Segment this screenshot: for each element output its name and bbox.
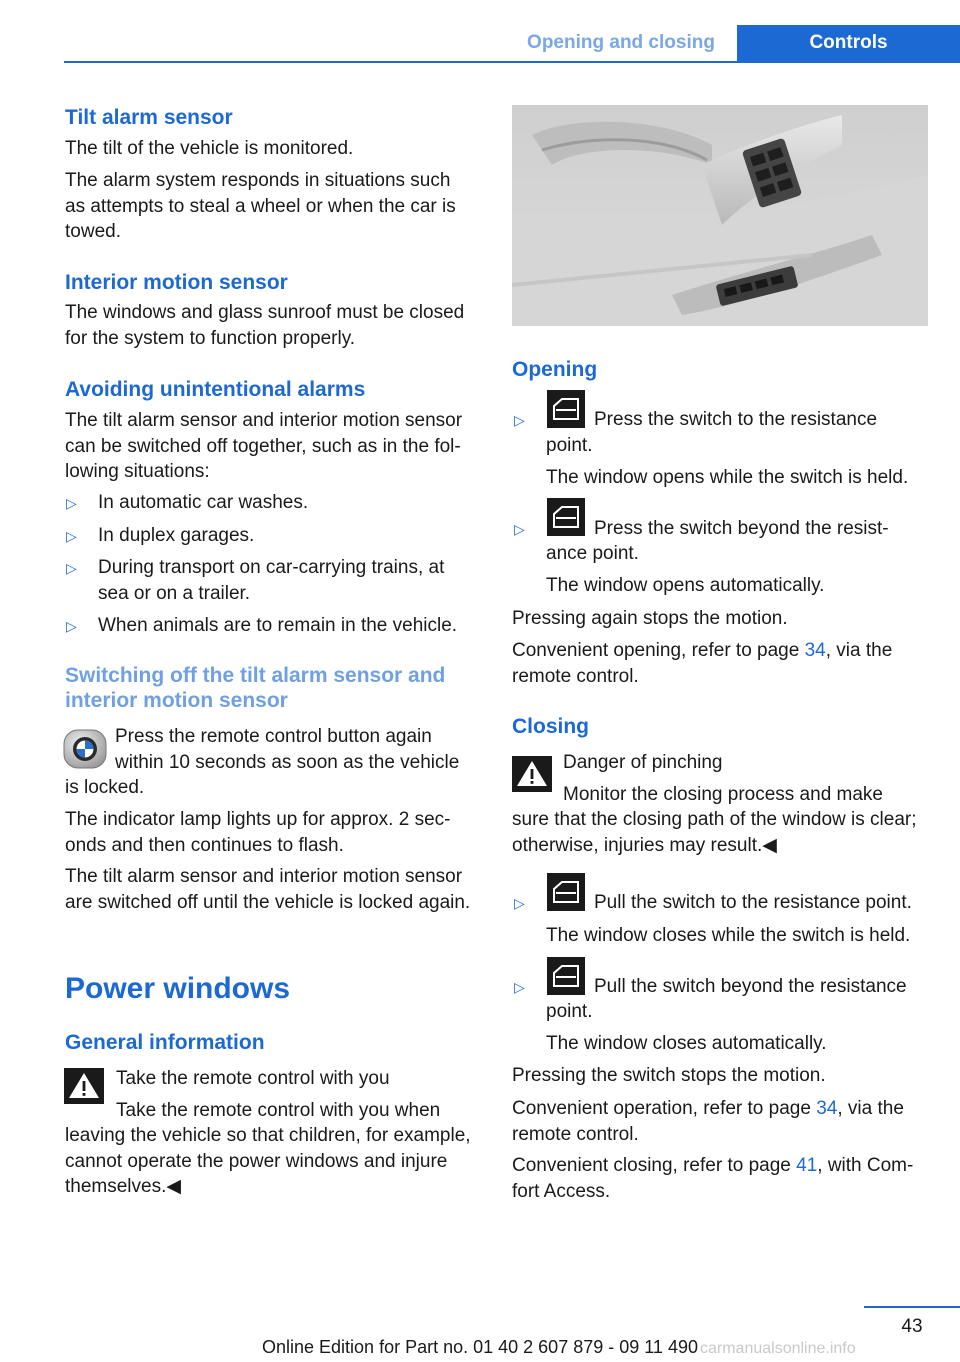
opening-item-1-sub: The window opens while the switch is held. [546,467,909,488]
general-warning-line-1: Take the remote control with you when [116,1100,441,1121]
closing-item-1-sub: The window closes while the switch is held. [546,925,911,946]
closing-warning-line-1: Monitor the closing process and make [563,784,883,805]
window-switch-icon [547,957,585,995]
general-warning-text: leaving the vehicle so that children, for example, cannot operate the power windows and injure themselves.◀ [65,1125,471,1197]
triangle-right-icon: ▷ [514,895,525,911]
warning-triangle-icon [512,756,552,792]
warning-triangle-icon [64,1068,104,1104]
footer-rule [864,1306,960,1308]
header-tab-controls: Controls [737,25,960,63]
switchoff-paragraph-3: The tilt alarm sensor and interior motion sensor are switched off until the vehicle is locked again. [65,866,471,913]
door-switch-photo [512,105,928,326]
switchoff-paragraph-1b: is locked. [65,777,145,798]
opening-item-2-sub: The window opens automatically. [546,575,825,596]
tilt-paragraph-1: The tilt of the vehicle is monitored. [65,138,354,159]
tilt-paragraph-2: The alarm system responds in situations such as attempts to steal a wheel or when the car is towed. [65,170,456,242]
window-switch-icon [547,498,585,536]
closing-warning-title: Danger of pinching [563,752,723,773]
closing-paragraph-1: Pressing the switch stops the motion. [512,1065,826,1086]
closing-paragraph-3: Convenient closing, refer to page 41, with Com‐ fort Access. [512,1155,914,1202]
page-number: 43 [901,1316,923,1337]
closing-item-1: Pull the switch to the resistance point. [594,892,912,913]
closing-item-2-line-2: point. [546,1001,593,1022]
opening-item-1-line-2: point. [546,435,593,456]
triangle-right-icon: ▷ [514,412,525,428]
page-link-34[interactable]: 34 [804,640,826,661]
switchoff-paragraph-1a: Press the remote control button again within 10 seconds as soon as the vehicle [115,726,460,773]
heading-closing: Closing [512,715,589,738]
opening-item-1-line-1: Press the switch to the resistance [594,409,878,430]
triangle-right-icon: ▷ [66,560,77,576]
triangle-right-icon: ▷ [66,528,77,544]
switchoff-paragraph-2: The indicator lamp lights up for approx. 2 sec‐ onds and then continues to flash. [65,809,451,856]
list-item: In automatic car washes. [98,492,309,513]
header-section-title: Opening and closing [527,32,715,53]
closing-paragraph-2: Convenient operation, refer to page 34, via the remote control. [512,1098,904,1145]
triangle-right-icon: ▷ [66,495,77,511]
list-item: When animals are to remain in the vehicle. [98,615,458,636]
heading-opening: Opening [512,358,598,381]
heading-general-information: General information [65,1031,265,1054]
triangle-right-icon: ▷ [66,618,77,634]
page-link-34[interactable]: 34 [816,1098,838,1119]
closing-item-2-line-1: Pull the switch beyond the resistance [594,976,907,997]
heading-avoiding-alarms: Avoiding unintentional alarms [65,378,366,401]
opening-paragraph-1: Pressing again stops the motion. [512,608,788,629]
list-item: During transport on car-carrying trains, at sea or on a trailer. [98,557,445,604]
bmw-remote-key-icon [63,727,107,771]
page-link-41[interactable]: 41 [796,1155,818,1176]
window-switch-icon [547,873,585,911]
heading-interior-motion-sensor: Interior motion sensor [65,271,288,294]
watermark: carmanualsonline.info [700,1340,856,1357]
list-item: In duplex garages. [98,525,255,546]
opening-paragraph-2: Convenient opening, refer to page 34, via the remote control. [512,640,893,687]
opening-item-2-line-2: ance point. [546,543,639,564]
closing-warning-text: sure that the closing path of the window is clear; otherwise, injuries may result.◀ [512,809,917,856]
header-rule [64,61,960,63]
avoid-paragraph: The tilt alarm sensor and interior motion sensor can be switched off together, such as in the fol‐ lowing situations: [65,410,463,482]
closing-item-2-sub: The window closes automatically. [546,1033,827,1054]
heading-power-windows: Power windows [65,972,291,1005]
triangle-right-icon: ▷ [514,979,525,995]
opening-item-2-line-1: Press the switch beyond the resist‐ [594,518,889,539]
triangle-right-icon: ▷ [514,521,525,537]
general-warning-title: Take the remote control with you [116,1068,390,1089]
footer-edition: Online Edition for Part no. 01 40 2 607 879 - 09 11 490 [262,1337,698,1357]
heading-switching-off: Switching off the tilt alarm sensor and interior motion sensor [65,664,446,712]
window-switch-icon [547,390,585,428]
interior-paragraph: The windows and glass sunroof must be closed for the system to function properly. [65,302,465,349]
heading-tilt-alarm-sensor: Tilt alarm sensor [65,106,233,129]
